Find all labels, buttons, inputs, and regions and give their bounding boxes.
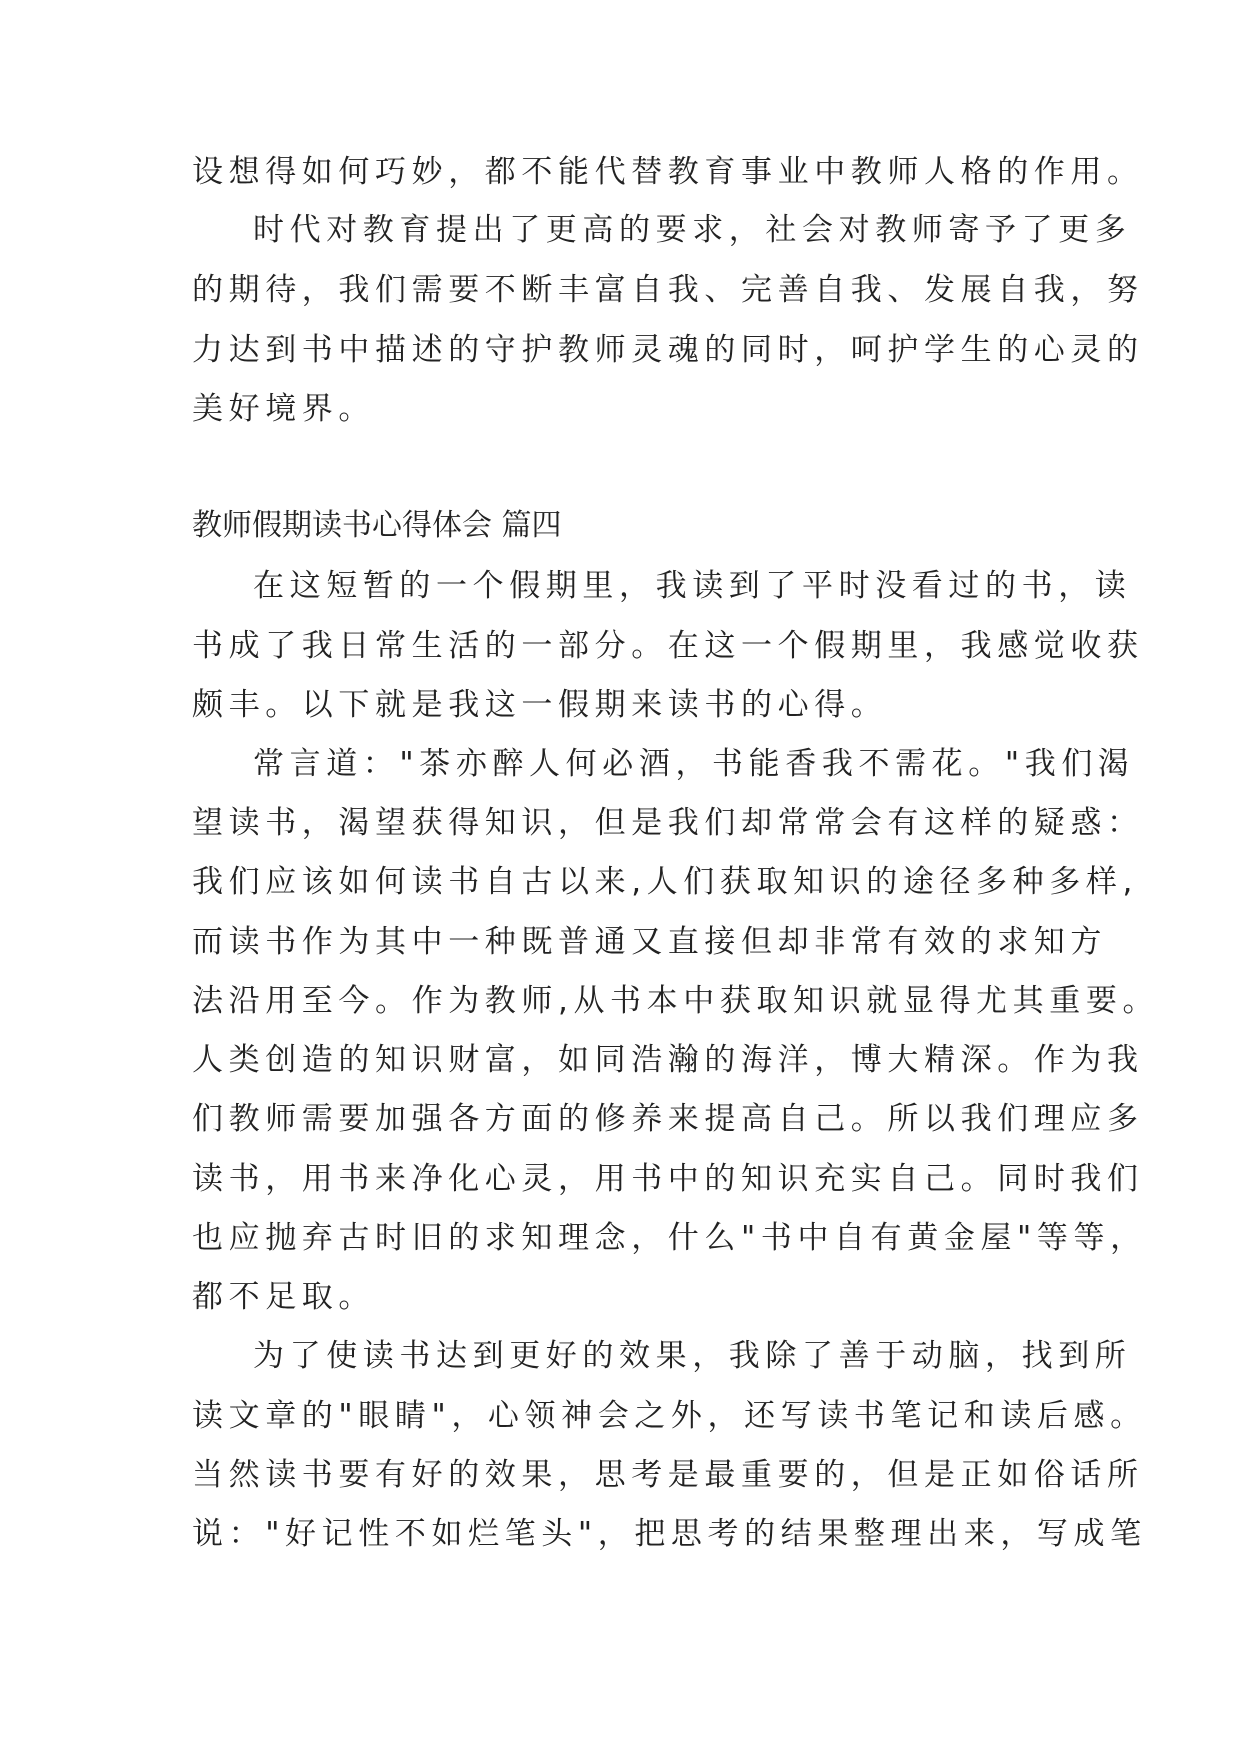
- section-heading: 教师假期读书心得体会 篇四: [192, 508, 562, 543]
- paragraph-first-line: 时代对教育提出了更高的要求，社会对教师寄予了更多: [253, 212, 1132, 248]
- paragraph-first-line: 常言道："茶亦醉人何必酒，书能香我不需花。"我们渴: [253, 746, 1135, 782]
- text-line: 书成了我日常生活的一部分。在这一个假期里，我感觉收获: [192, 628, 1144, 664]
- text-line: 法沿用至今。作为教师,从书本中获取知识就显得尤其重要。: [192, 983, 1160, 1019]
- text-line: 力达到书中描述的守护教师灵魂的同时，呵护学生的心灵的: [192, 332, 1144, 368]
- paragraph-first-line: 在这短暂的一个假期里，我读到了平时没看过的书，读: [253, 568, 1132, 604]
- text-line: 设想得如何巧妙，都不能代替教育事业中教师人格的作用。: [192, 154, 1144, 190]
- text-line: 也应抛弃古时旧的求知理念，什么"书中自有黄金屋"等等，: [192, 1220, 1147, 1256]
- text-line: 望读书，渴望获得知识，但是我们却常常会有这样的疑惑：: [192, 805, 1144, 841]
- text-line: 人类创造的知识财富，如同浩瀚的海洋，博大精深。作为我: [192, 1042, 1144, 1078]
- text-line: 我们应该如何读书自古以来,人们获取知识的途径多种多样,: [192, 864, 1138, 900]
- text-line: 们教师需要加强各方面的修养来提高自己。所以我们理应多: [192, 1101, 1144, 1137]
- text-line: 读文章的"眼睛"，心领神会之外，还写读书笔记和读后感。: [192, 1398, 1147, 1434]
- paragraph-first-line: 为了使读书达到更好的效果，我除了善于动脑，找到所: [253, 1338, 1132, 1374]
- text-line: 而读书作为其中一种既普通又直接但却非常有效的求知方: [192, 924, 1107, 960]
- text-line: 都不足取。: [192, 1279, 375, 1315]
- text-line: 颇丰。以下就是我这一假期来读书的心得。: [192, 687, 888, 723]
- text-line: 美好境界。: [192, 391, 375, 427]
- text-line: 说："好记性不如烂笔头"，把思考的结果整理出来，写成笔: [192, 1516, 1147, 1552]
- text-line: 当然读书要有好的效果，思考是最重要的，但是正如俗话所: [192, 1457, 1144, 1493]
- text-line: 的期待，我们需要不断丰富自我、完善自我、发展自我，努: [192, 272, 1144, 308]
- text-line: 读书，用书来净化心灵，用书中的知识充实自己。同时我们: [192, 1161, 1144, 1197]
